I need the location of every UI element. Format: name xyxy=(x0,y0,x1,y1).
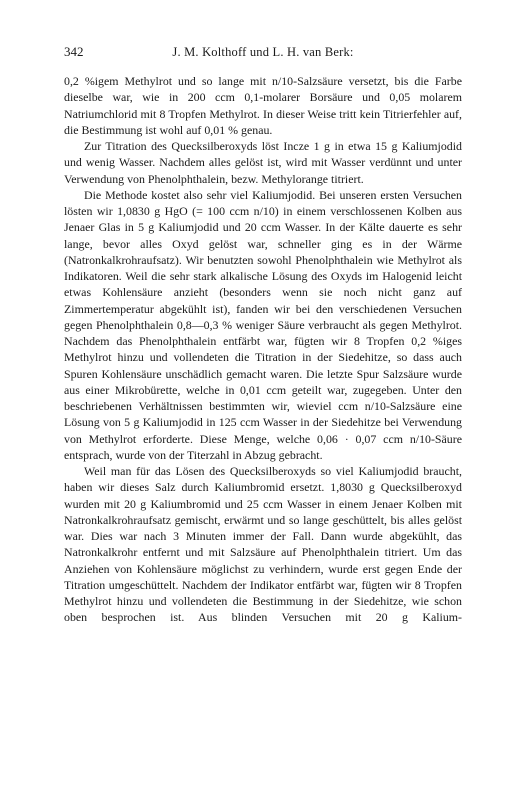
body-text xyxy=(64,73,462,626)
running-head: J. M. Kolthoff und L. H. van Berk: xyxy=(172,45,354,59)
page-header xyxy=(64,44,462,62)
page-number: 342 xyxy=(64,44,84,59)
paragraph-1: 0,2 %igem Methylrot und so lange mit n/10-Salzsäure versetzt, bis die Farbe dieselbe war, wie in 200 ccm 0,1-molarer Borsäure und 0,05 molarem Natriumchlorid mit 8 Tropfen Methylrot. In dieser Weise tritt kein Titrierfehler auf, die Bestimmung ist wohl auf 0,01 % genau. xyxy=(64,74,462,137)
paragraph-3: Die Methode kostet also sehr viel Kaliumjodid. Bei unseren ersten Versuchen lösten wir 1,0830 g HgO (= 100 ccm n/10) in einem verschlossenen Kolben aus Jenaer Glas in 5 g Kaliumjodid und 20 ccm Wasser. In der Kälte dauerte es sehr lange, bevor alles Oxyd gelöst war, schneller ging es in der Wärme (Natronkalkrohraufsatz). Wir benutzten sowohl Phenolphthalein wie Methylrot als Indikatoren. Weil die sehr stark alkalische Lösung des Oxyds im Halogenid leicht etwas Kohlensäure anzieht (besonders wenn sie noch nicht ganz auf Zimmertemperatur abgekühlt ist), fanden wir bei den verschiedenen Versuchen gegen Phenolphthalein 0,8—0,3 % weniger Säure verbraucht als gegen Methylrot. Nachdem das Phenolphthalein entfärbt war, fügten wir 8 Tropfen 0,2 %iges Methylrot hinzu und vollendeten die Titration in der Siedehitze, so dass auch Spuren Kohlensäure unschädlich gemacht waren. Die letzte Spur Salzsäure wurde aus einer Mikrobürette, welche in 0,01 ccm geteilt war, zugegeben. Unter den beschriebenen Verhältnissen bestimmten wir, wieviel ccm n/10-Salzsäure eine Lösung von 5 g Kaliumjodid in 125 ccm Wasser in der Siedehitze bei Verwendung von Methylrot erforderte. Diese Menge, welche 0,06 · 0,07 ccm n/10-Säure entsprach, wurde von der Titerzahl in Abzug gebracht. xyxy=(64,187,462,462)
paragraph-4: Weil man für das Lösen des Quecksilberoxyds so viel Kaliumjodid braucht, haben wir dieses Salz durch Kaliumbromid ersetzt. 1,8030 g Quecksilberoxyd wurden mit 20 g Kaliumbromid und 25 ccm Wasser in einem Jenaer Kolben mit Natronkalkrohraufsatz gemischt, erwärmt und so lange geschüttelt, bis alles gelöst war. Dies war nach 3 Minuten immer der Fall. Dann wurde abgekühlt, das Natronkalkrohr entfernt und mit Salzsäure auf Phenolphthalein titriert. Um das Anziehen von Kohlensäure möglichst zu verhindern, wurde erst gegen Ende der Titration umgeschüttelt. Nachdem der Indikator entfärbt war, fügten wir 8 Tropfen Methylrot hinzu und vollendeten die Bestimmung in der Siedehitze, wie schon oben besprochen ist. Aus blinden Versuchen mit 20 g Kalium- xyxy=(64,464,462,625)
paragraph-2: Zur Titration des Quecksilberoxyds löst Incze 1 g in etwa 15 g Kaliumjodid und wenig Wasser. Nachdem alles gelöst ist, wird mit Wasser verdünnt und unter Verwendung von Phenolphthalein, bezw. Methylorange titriert. xyxy=(64,139,462,186)
